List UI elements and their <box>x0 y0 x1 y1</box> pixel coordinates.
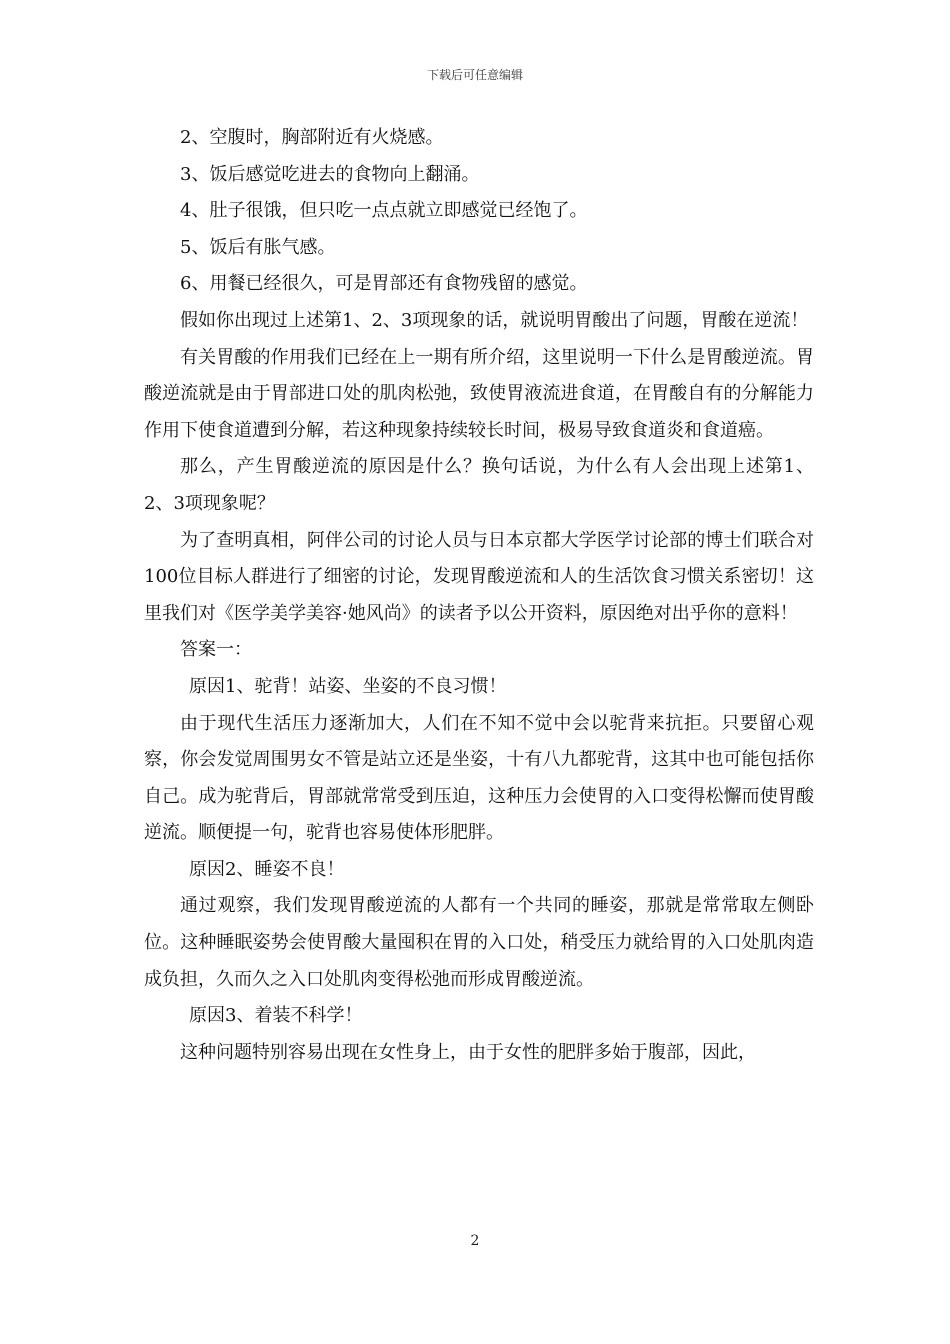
cause-heading-1: 原因1、驼背！站姿、坐姿的不良习惯！ <box>189 675 507 697</box>
cause-heading-3: 原因3、着装不科学！ <box>189 1005 363 1027</box>
cause-heading-2: 原因2、睡姿不良！ <box>189 858 345 880</box>
symptom-item-3: 3、饭后感觉吃进去的食物向上翻涌。 <box>180 163 480 185</box>
symptom-item-4: 4、肚子很饿，但只吃一点点就立即感觉已经饱了。 <box>180 200 588 222</box>
page-number: 2 <box>470 1233 480 1249</box>
symptom-item-2: 2、空腹时，胸部附近有火烧感。 <box>180 127 444 148</box>
page-header: 下载后可任意编辑 <box>426 68 523 82</box>
symptom-item-6: 6、用餐已经很久，可是胃部还有食物残留的感觉。 <box>180 273 588 295</box>
paragraph-research: 为了查明真相，阿伴公司的讨论人员与日本京都大学医学讨论部的博士们联合对100位目标人群进行了细密的讨论，发现胃酸逆流和人的生活饮食习惯关系密切！这里我们对《医学美学美容·她风尚》的读者予以公开资料，原因绝对出乎你的意料！ <box>144 529 814 624</box>
cause-paragraph-3: 这种问题特别容易出现在女性身上，由于女性的肥胖多始于腹部，因此， <box>180 1041 756 1063</box>
paragraph-question: 那么，产生胃酸逆流的原因是什么？换句话说，为什么有人会出现上述第1、2、3项现象呢？ <box>144 456 814 514</box>
symptom-item-5: 5、饭后有胀气感。 <box>180 236 336 258</box>
paragraph-explanation: 有关胃酸的作用我们已经在上一期有所介绍，这里说明一下什么是胃酸逆流。胃酸逆流就是由于胃部进口处的肌肉松弛，致使胃液流进食道，在胃酸自有的分解能力作用下使食道遭到分解，若这种现象持续较长时间，极易导致食道炎和食道癌。 <box>144 346 814 441</box>
cause-paragraph-1: 由于现代生活压力逐渐加大，人们在不知不觉中会以驼背来抗拒。只要留心观察，你会发觉周围男女不管是站立还是坐姿，十有八九都驼背，这其中也可能包括你自己。成为驼背后，胃部就常常受到压迫，这种压力会使胃的入口变得松懈而使胃酸逆流。顺便提一句，驼背也容易使体形肥胖。 <box>144 712 814 844</box>
answer-heading: 答案一： <box>180 639 252 661</box>
cause-paragraph-2: 通过观察，我们发现胃酸逆流的人都有一个共同的睡姿，那就是常常取左侧卧位。这种睡眠姿势会使胃酸大量囤积在胃的入口处，稍受压力就给胃的入口处肌肉造成负担，久而久之入口处肌肉变得松弛而形成胃酸逆流。 <box>144 895 814 990</box>
document-body <box>144 120 814 1071</box>
paragraph-conclusion: 假如你出现过上述第1、2、3项现象的话，就说明胃酸出了问题，胃酸在逆流！ <box>180 309 809 331</box>
